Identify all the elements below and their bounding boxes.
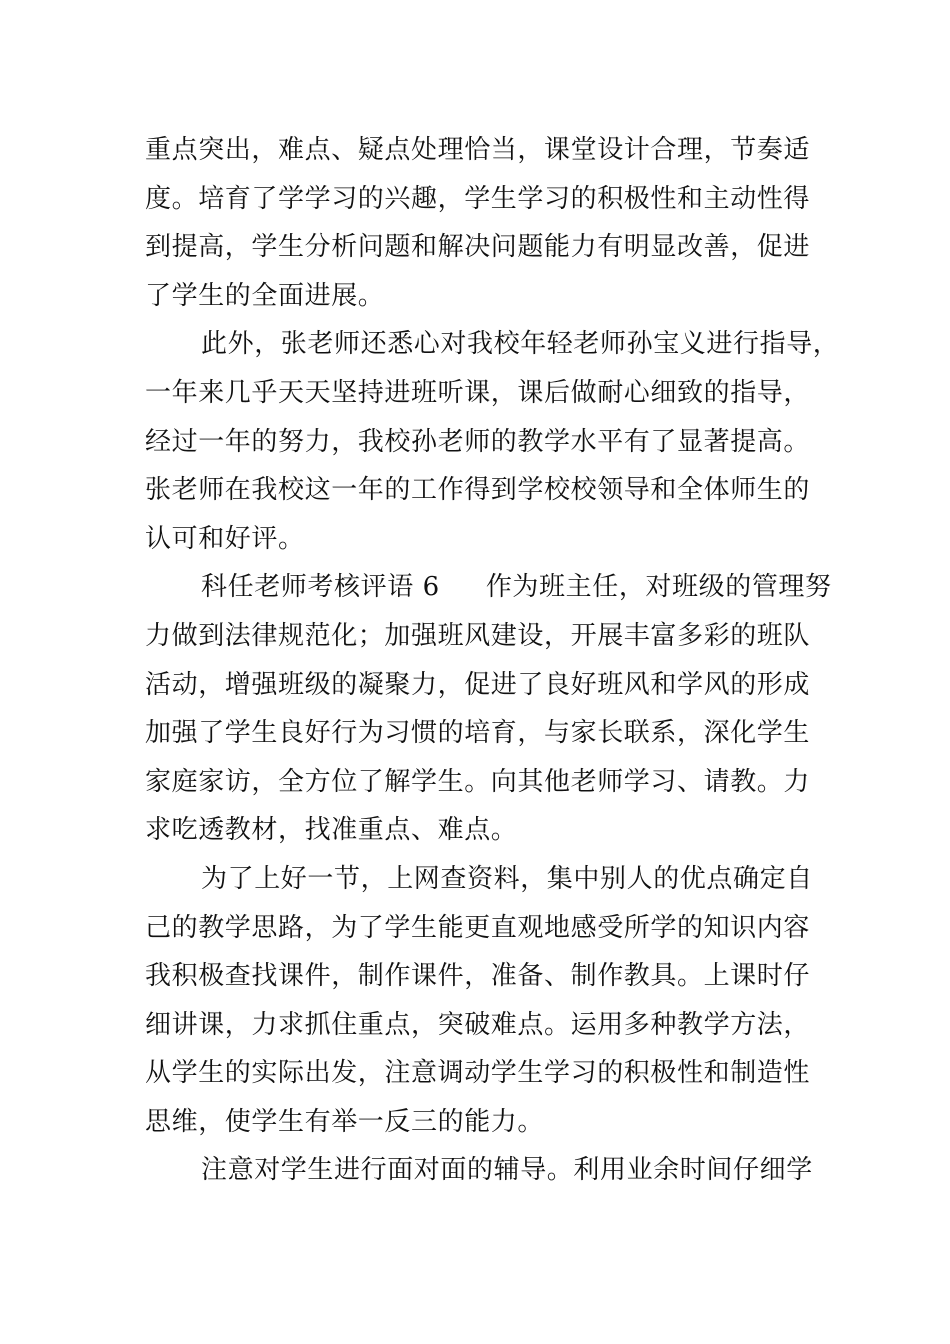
text-line: 家庭家访，全方位了解学生。向其他老师学习、请教。力 (145, 766, 811, 797)
text-line: 活动，增强班级的凝聚力，促进了良好班风和学风的形成 (145, 669, 811, 700)
text-line: 力做到法律规范化；加强班风建设，开展丰富多彩的班队 (145, 620, 811, 651)
text-line: 度。培育了学学习的兴趣，学生学习的积极性和主动性得 (145, 183, 811, 214)
text-line: 一年来几乎天天坚持进班听课，课后做耐心细致的指导， (145, 377, 811, 408)
text-line (145, 563, 832, 612)
text-line: 经过一年的努力，我校孙老师的教学水平有了显著提高。 (145, 426, 811, 457)
text-line: 我积极查找课件，制作课件，准备、制作教具。上课时仔 (145, 961, 811, 992)
text-line: 张老师在我校这一年的工作得到学校校领导和全体师生的 (145, 475, 811, 506)
text-line: 重点突出，难点、疑点处理恰当，课堂设计合理，节奏适 (145, 135, 811, 165)
text-line: 注意对学生进行面对面的辅导。利用业余时间仔细学 (201, 1155, 813, 1186)
text-line: 思维，使学生有举一反三的能力。 (145, 1106, 545, 1137)
text-line: 到提高，学生分析问题和解决问题能力有明显改善，促进 (145, 232, 811, 263)
paragraph-5 (145, 1146, 825, 1195)
text-line: 求吃透教材，找准重点、难点。 (145, 815, 518, 846)
text-line-fragment: 作为班主任，对班级的管理努 (485, 572, 832, 603)
text-line: 己的教学思路，为了学生能更直观地感受所学的知识内容 (145, 912, 811, 943)
paragraph-1 (145, 126, 825, 320)
text-line: 为了上好一节，上网查资料，集中别人的优点确定自 (201, 863, 813, 894)
text-line: 细讲课，力求抓住重点，突破难点。运用多种教学方法， (145, 1009, 811, 1040)
paragraph-3 (145, 563, 832, 855)
text-line: 从学生的实际出发，注意调动学生学习的积极性和制造性 (145, 1058, 811, 1089)
text-line: 此外，张老师还悉心对我校年轻老师孙宝义进行指导， (201, 329, 840, 360)
paragraph-4 (145, 855, 825, 1147)
text-line: 加强了学生良好行为习惯的培育，与家长联系，深化学生 (145, 718, 811, 749)
paragraph-2 (145, 320, 840, 563)
text-line: 了学生的全面进展。 (145, 280, 385, 311)
section-heading: 科任老师考核评语 6 (201, 572, 440, 603)
text-line: 认可和好评。 (145, 523, 305, 554)
document-body (145, 126, 840, 1195)
